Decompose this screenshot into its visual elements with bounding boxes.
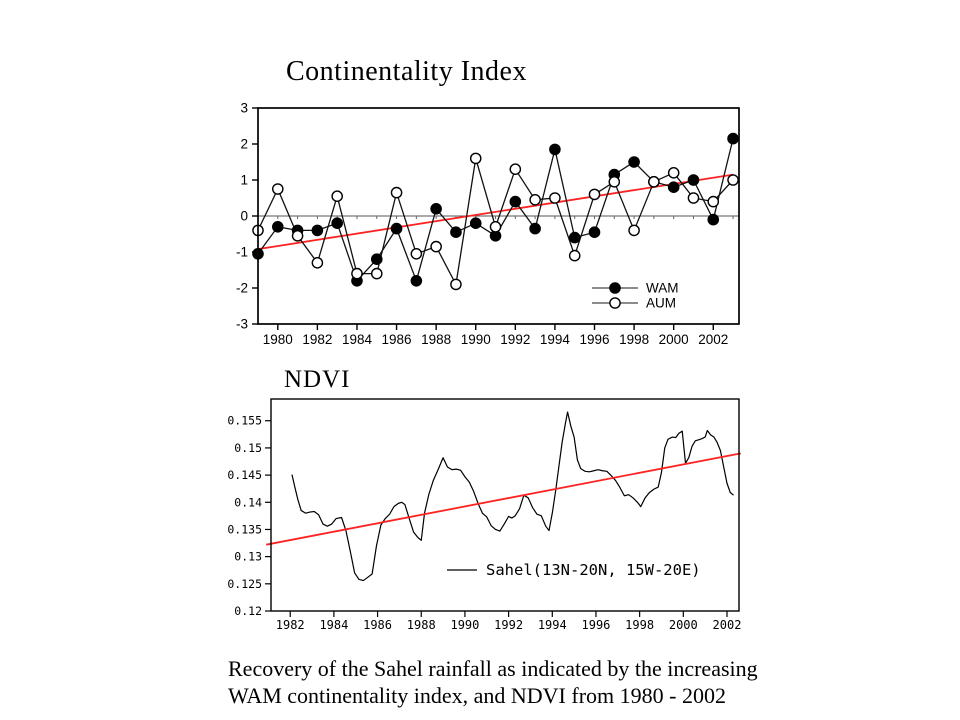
caption-line-2: WAM continentality index, and NDVI from 1980 - 2002	[228, 683, 726, 708]
wam-marker	[550, 144, 560, 154]
aum-marker	[391, 188, 401, 198]
figure-caption	[228, 655, 828, 709]
x-tick-label: 1982	[275, 618, 305, 632]
y-tick-label: 0	[240, 208, 248, 224]
wam-marker	[391, 224, 401, 234]
x-tick-label: 2002	[712, 618, 742, 632]
wam-marker	[728, 134, 738, 144]
x-tick-label: 1992	[494, 618, 524, 632]
wam-marker	[273, 222, 283, 232]
continentality-chart	[225, 95, 755, 355]
wam-marker	[471, 218, 481, 228]
x-tick-label: 1990	[460, 332, 491, 347]
legend-wam-marker	[610, 283, 620, 293]
x-tick-label: 1992	[500, 332, 531, 347]
x-tick-label: 1994	[537, 618, 567, 632]
y-tick-label: 0.14	[234, 495, 262, 510]
legend-aum-label: AUM	[646, 295, 676, 311]
aum-marker	[629, 225, 639, 235]
x-tick-label: 1988	[421, 332, 452, 347]
aum-marker	[332, 191, 342, 201]
x-tick-label: 1986	[363, 618, 393, 632]
chart-frame	[271, 399, 739, 611]
aum-marker	[649, 177, 659, 187]
y-tick-label: 0.155	[227, 413, 262, 428]
ndvi-series-line	[292, 412, 734, 581]
wam-marker	[510, 197, 520, 207]
aum-marker	[451, 279, 461, 289]
x-tick-label: 1998	[625, 618, 655, 632]
wam-marker	[451, 227, 461, 237]
x-tick-label: 2000	[658, 332, 689, 347]
aum-marker	[411, 249, 421, 259]
y-tick-label: 0.125	[227, 576, 262, 591]
trend-line	[266, 453, 741, 544]
aum-marker	[550, 193, 560, 203]
wam-marker	[708, 215, 718, 225]
aum-marker	[728, 175, 738, 185]
legend-wam-label: WAM	[646, 280, 679, 296]
y-tick-label: 0.15	[234, 440, 262, 455]
x-tick-label: 1990	[450, 618, 480, 632]
aum-marker	[431, 242, 441, 252]
wam-marker	[332, 218, 342, 228]
x-tick-label: 1998	[619, 332, 650, 347]
continentality-chart-title: Continentality Index	[286, 56, 527, 87]
x-tick-label: 1994	[539, 332, 570, 347]
aum-marker	[609, 177, 619, 187]
y-tick-label: -2	[235, 280, 248, 296]
wam-marker	[312, 225, 322, 235]
y-tick-label: 0.135	[227, 522, 262, 537]
x-tick-label: 1996	[581, 618, 611, 632]
x-tick-label: 1980	[262, 332, 293, 347]
x-tick-label: 2002	[698, 332, 729, 347]
y-tick-label: 0.12	[234, 604, 262, 618]
wam-marker	[530, 224, 540, 234]
aum-marker	[510, 164, 520, 174]
x-tick-label: 1984	[319, 618, 349, 632]
legend-sahel-label: Sahel(13N-20N, 15W-20E)	[486, 561, 701, 579]
wam-marker	[372, 254, 382, 264]
x-tick-label: 1996	[579, 332, 610, 347]
wam-marker	[629, 157, 639, 167]
aum-marker	[490, 222, 500, 232]
aum-marker	[708, 197, 718, 207]
aum-marker	[372, 269, 382, 279]
x-tick-label: 1988	[406, 618, 436, 632]
x-tick-label: 2000	[668, 618, 698, 632]
aum-marker	[273, 184, 283, 194]
wam-marker	[589, 227, 599, 237]
y-tick-label: 2	[240, 136, 248, 152]
aum-marker	[471, 153, 481, 163]
x-tick-label: 1986	[381, 332, 412, 347]
wam-marker	[688, 175, 698, 185]
aum-marker	[669, 168, 679, 178]
aum-marker	[570, 251, 580, 261]
ndvi-chart-title: NDVI	[284, 366, 351, 393]
legend-aum-marker	[610, 298, 620, 308]
y-tick-label: 1	[240, 172, 248, 188]
aum-marker	[688, 193, 698, 203]
wam-marker	[411, 276, 421, 286]
y-tick-label: -1	[235, 244, 248, 260]
wam-marker	[431, 204, 441, 214]
aum-marker	[312, 258, 322, 268]
ndvi-chart	[225, 395, 755, 640]
wam-marker	[570, 233, 580, 243]
y-tick-label: 0.145	[227, 468, 262, 483]
y-tick-label: -3	[235, 316, 248, 332]
wam-marker	[669, 182, 679, 192]
caption-line-1: Recovery of the Sahel rainfall as indicated by the increasing	[228, 656, 758, 681]
aum-marker	[292, 231, 302, 241]
aum-marker	[352, 269, 362, 279]
y-tick-label: 0.13	[234, 549, 262, 564]
aum-marker	[530, 195, 540, 205]
x-tick-label: 1984	[341, 332, 372, 347]
y-tick-label: 3	[240, 100, 248, 116]
aum-marker	[589, 189, 599, 199]
x-tick-label: 1982	[302, 332, 333, 347]
wam-series-line	[258, 139, 733, 281]
